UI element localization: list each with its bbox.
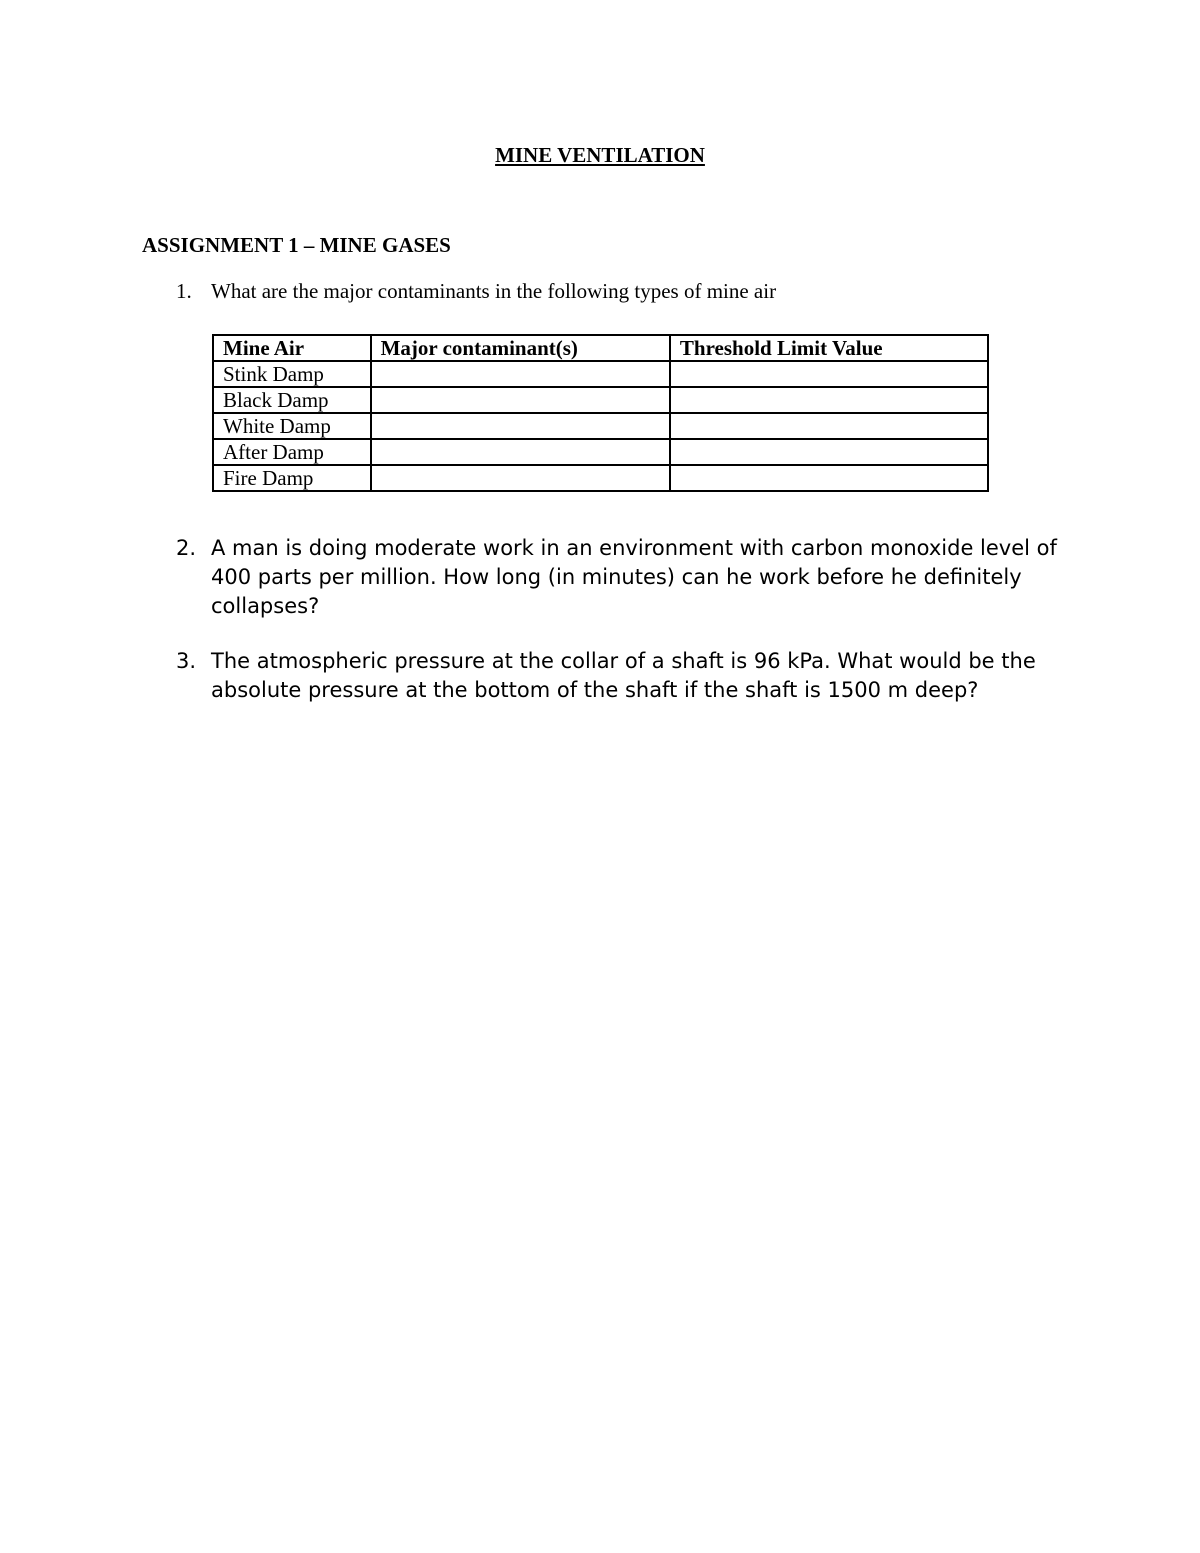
table-cell-mine-air: Stink Damp: [213, 361, 371, 387]
table-row: [213, 361, 988, 387]
question-3: [176, 647, 1066, 705]
table-row: [213, 439, 988, 465]
question-text: A man is doing moderate work in an environment with carbon monoxide level of 400 parts per million. How long (in minutes) can he work before he definitely collapses?: [211, 536, 1057, 618]
question-text: What are the major contaminants in the following types of mine air: [211, 279, 777, 303]
table-cell-mine-air: After Damp: [213, 439, 371, 465]
table-cell-tlv: [670, 361, 988, 387]
question-number: 1.: [176, 279, 192, 303]
column-header-major-contaminants: Major contaminant(s): [371, 335, 670, 361]
assignment-heading: ASSIGNMENT 1 – MINE GASES: [142, 233, 451, 257]
table-cell-tlv: [670, 465, 988, 491]
table-cell-tlv: [670, 387, 988, 413]
table-row: [213, 465, 988, 491]
question-number: 2.: [176, 536, 197, 560]
table-cell-contaminants: [371, 387, 670, 413]
table-cell-tlv: [670, 413, 988, 439]
table-cell-contaminants: [371, 439, 670, 465]
table-cell-contaminants: [371, 361, 670, 387]
table-cell-tlv: [670, 439, 988, 465]
document-title: MINE VENTILATION: [495, 143, 705, 167]
table-header-row: [213, 335, 988, 361]
table-cell-contaminants: [371, 465, 670, 491]
question-2: [176, 534, 1066, 621]
table-cell-mine-air: Black Damp: [213, 387, 371, 413]
table-cell-contaminants: [371, 413, 670, 439]
question-1: [176, 279, 776, 304]
mine-air-table: [212, 334, 989, 492]
table-row: [213, 413, 988, 439]
column-header-threshold-limit-value: Threshold Limit Value: [670, 335, 988, 361]
table-cell-mine-air: Fire Damp: [213, 465, 371, 491]
question-text: The atmospheric pressure at the collar of a shaft is 96 kPa. What would be the absolute pressure at the bottom of the shaft if the shaft is 1500 m deep?: [211, 649, 1036, 702]
table-cell-mine-air: White Damp: [213, 413, 371, 439]
question-number: 3.: [176, 649, 197, 673]
column-header-mine-air: Mine Air: [213, 335, 371, 361]
table-row: [213, 387, 988, 413]
